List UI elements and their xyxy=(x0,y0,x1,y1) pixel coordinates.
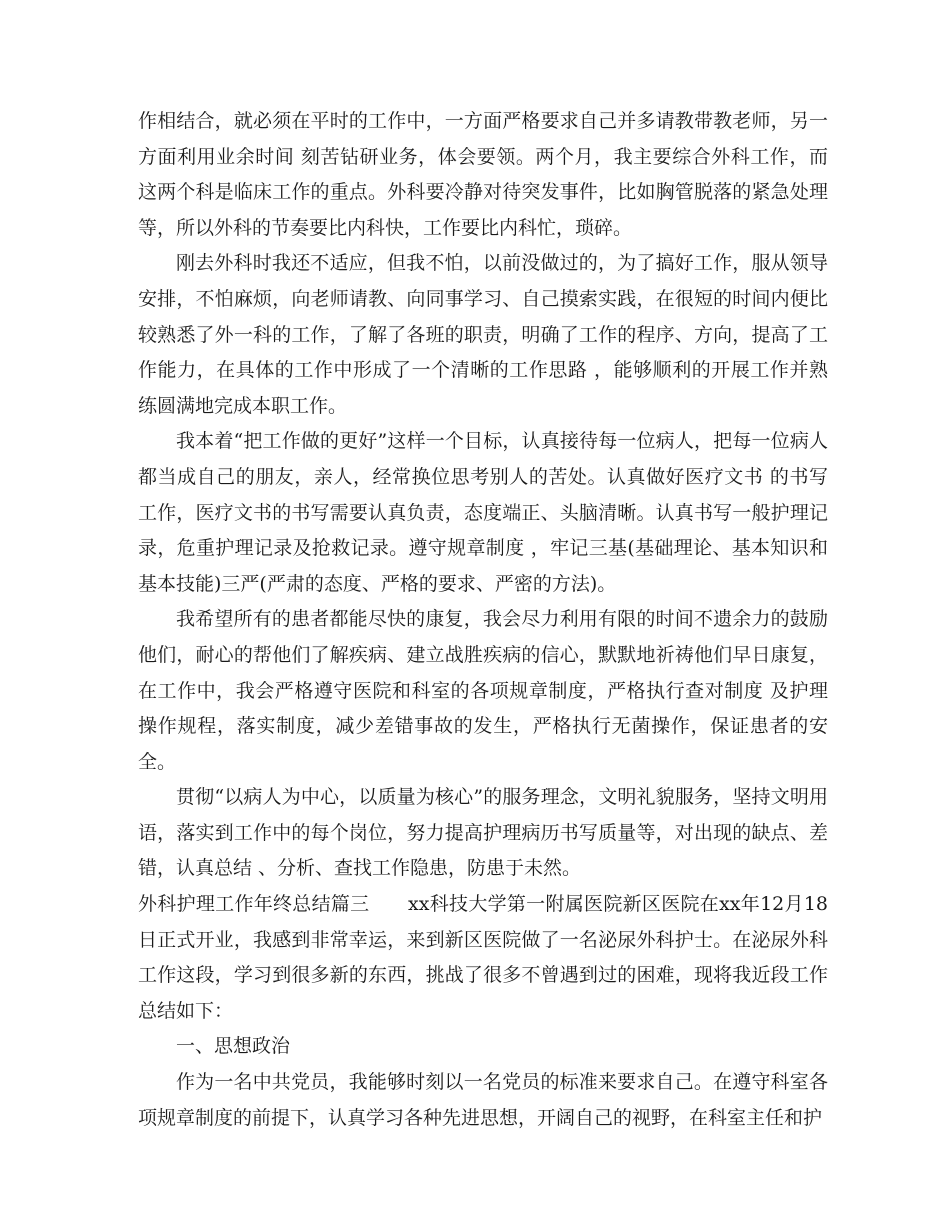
paragraph: 贯彻“以病人为中心，以质量为核心”的服务理念，文明礼貌服务，坚持文明用语，落实到工作中的每个岗位，努力提高护理病历书写质量等，对出现的缺点、差错，认真总结 、分析、查找工作隐患，防患于未然。 xyxy=(138,786,828,880)
paragraph: 我本着“把工作做的更好”这样一个目标，认真接待每一位病人，把每一位病人都当成自己的朋友，亲人，经常换位思考别人的苦处。认真做好医疗文书 的书写工作，医疗文书的书写需要认真负责，态度端正、头脑清晰。认真书写一般护理记录，危重护理记录及抢救记录。遵守规章制度 ，牢记三基(基础理论、基本知识和基本技能)三严(严肃的态度、严格的要求、严密的方法)。 xyxy=(138,430,828,595)
paragraph: 刚去外科时我还不适应，但我不怕，以前没做过的，为了搞好工作，服从领导安排，不怕麻烦，向老师请教、向同事学习、自己摸索实践，在很短的时间内便比较熟悉了外一科的工作，了解了各班的职责，明确了工作的程序、方向，提高了工作能力，在具体的工作中形成了一个清晰的工作思路 ，能够顺利的开展工作并熟练圆满地完成本职工作。 xyxy=(138,252,828,417)
paragraph: 我希望所有的患者都能尽快的康复，我会尽力利用有限的时间不遗余力的鼓励他们，耐心的帮他们了解疾病、建立战胜疾病的信心，默默地祈祷他们早日康复，在工作中，我会严格遵守医院和科室的各项规章制度，严格执行查对制度 及护理操作规程，落实制度，减少差错事故的发生，严格执行无菌操作，保证患者的安全。 xyxy=(138,608,828,773)
subsection-heading: 一、思想政治 xyxy=(176,1035,291,1058)
paragraph: 作为一名中共党员，我能够时刻以一名党员的标准来要求自己。在遵守科室各项规章制度的前提下，认真学习各种先进思想，开阔自己的视野，在科室主任和护 xyxy=(138,1071,828,1129)
section-heading-paragraph: 外科护理工作年终总结篇三 xx科技大学第一附属医院新区医院在xx年12月18日正式开业，我感到非常幸运，来到新区医院做了一名泌尿外科护士。在泌尿外科工作这段，学习到很多新的东西，挑战了很多不曾遇到过的困难，现将我近段工作总结如下： xyxy=(138,893,828,1022)
document-body xyxy=(138,104,828,1136)
paragraph: 作相结合，就必须在平时的工作中，一方面严格要求自己并多请教带教老师，另一方面利用业余时间 刻苦钻研业务，体会要领。两个月，我主要综合外科工作，而这两个科是临床工作的重点。外科要冷静对待突发事件，比如胸管脱落的紧急处理等，所以外科的节奏要比内科快，工作要比内科忙，琐碎。 xyxy=(138,110,828,239)
